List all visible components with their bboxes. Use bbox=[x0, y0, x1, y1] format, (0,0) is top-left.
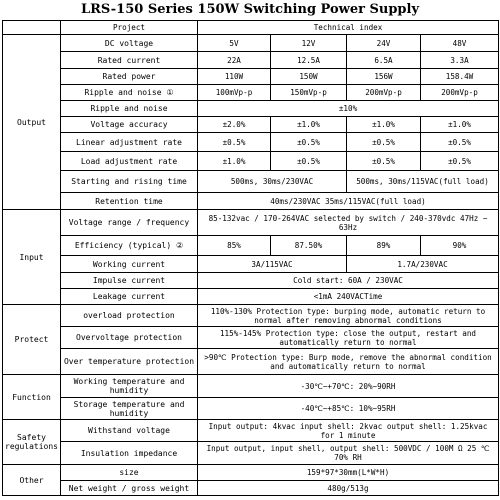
cell: 5V bbox=[198, 35, 271, 52]
cell: ±2.0% bbox=[198, 117, 271, 133]
row-label-rated-current: Rated current bbox=[61, 52, 198, 69]
row-label-withstand: Withstand voltage bbox=[61, 420, 198, 442]
cell: 200mVp-p bbox=[421, 85, 499, 101]
cell: 480g/513g bbox=[198, 481, 499, 496]
row-label-efficiency: Efficiency (typical) ② bbox=[61, 236, 198, 256]
table-row bbox=[3, 442, 499, 465]
cell: ±10% bbox=[198, 101, 499, 117]
cell: 100mVp-p bbox=[198, 85, 271, 101]
spec-table bbox=[2, 20, 499, 496]
row-label-dc-voltage: DC voltage bbox=[61, 35, 198, 52]
cell: Input output, input shell, output shell: 500VDC / 100M Ω 25 ℃ 70% RH bbox=[198, 442, 499, 465]
cell: 156W bbox=[347, 69, 421, 85]
cell: 40ms/230VAC 35ms/115VAC(full load) bbox=[198, 193, 499, 210]
cell: 3.3A bbox=[421, 52, 499, 69]
cell: 110%-130% Protection type: burping mode, automatic return to normal after removing abnormal conditions bbox=[198, 305, 499, 327]
row-label-working-temp: Working temperature and humidity bbox=[61, 375, 198, 398]
cell: Cold start: 60A / 230VAC bbox=[198, 273, 499, 289]
cell: ±1.0% bbox=[347, 117, 421, 133]
table-row bbox=[3, 398, 499, 420]
cell: 115%-145% Protection type: close the output, restart and automatically return to normal bbox=[198, 327, 499, 349]
cell: -40℃~+85℃: 10%~95RH bbox=[198, 398, 499, 420]
table-row bbox=[3, 171, 499, 193]
cell: 200mVp-p bbox=[347, 85, 421, 101]
table-row bbox=[3, 52, 499, 69]
table-row bbox=[3, 375, 499, 398]
cell: 500ms, 30ms/230VAC bbox=[198, 171, 347, 193]
header-row bbox=[3, 21, 499, 35]
cell: 22A bbox=[198, 52, 271, 69]
cell: >90℃ Protection type: Burp mode, remove the abnormal condition and automatically return to normal bbox=[198, 349, 499, 375]
table-row bbox=[3, 420, 499, 442]
cell: 110W bbox=[198, 69, 271, 85]
table-row bbox=[3, 101, 499, 117]
table-row bbox=[3, 305, 499, 327]
table-row bbox=[3, 273, 499, 289]
cell: 500ms, 30ms/115VAC(full load) bbox=[347, 171, 499, 193]
cell: ±0.5% bbox=[347, 152, 421, 171]
table-row bbox=[3, 481, 499, 496]
row-label-starting-rising: Starting and rising time bbox=[61, 171, 198, 193]
row-label-working-current: Working current bbox=[61, 256, 198, 273]
cell: 85-132vac / 170-264VAC selected by switch / 240-370vdc 47Hz ~ 63Hz bbox=[198, 210, 499, 236]
row-label-load-adjustment: Load adjustment rate bbox=[61, 152, 198, 171]
row-label-impulse-current: Impulse current bbox=[61, 273, 198, 289]
cell: 150W bbox=[271, 69, 347, 85]
table-row bbox=[3, 193, 499, 210]
cell: 159*97*30mm(L*W*H) bbox=[198, 465, 499, 481]
row-label-ripple-noise-2: Ripple and noise bbox=[61, 101, 198, 117]
cell: ±0.5% bbox=[347, 133, 421, 152]
table-row bbox=[3, 327, 499, 349]
cell: 150mVp-p bbox=[271, 85, 347, 101]
row-label-voltage-accuracy: Voltage accuracy bbox=[61, 117, 198, 133]
group-protect: Protect bbox=[3, 305, 61, 375]
table-row bbox=[3, 349, 499, 375]
row-label-rated-power: Rated power bbox=[61, 69, 198, 85]
cell: -30℃~+70℃: 20%~90RH bbox=[198, 375, 499, 398]
cell: 1.7A/230VAC bbox=[347, 256, 499, 273]
cell: 24V bbox=[347, 35, 421, 52]
table-row bbox=[3, 256, 499, 273]
group-output: Output bbox=[3, 35, 61, 210]
row-label-retention-time: Retention time bbox=[61, 193, 198, 210]
row-label-storage-temp: Storage temperature and humidity bbox=[61, 398, 198, 420]
row-label-size: size bbox=[61, 465, 198, 481]
row-label-weight: Net weight / gross weight bbox=[61, 481, 198, 496]
row-label-leakage-current: Leakage current bbox=[61, 289, 198, 305]
table-row bbox=[3, 117, 499, 133]
cell: ±0.5% bbox=[198, 133, 271, 152]
row-label-linear-adjustment: Linear adjustment rate bbox=[61, 133, 198, 152]
cell: ±0.5% bbox=[271, 133, 347, 152]
table-row bbox=[3, 69, 499, 85]
table-row bbox=[3, 289, 499, 305]
cell: Input output: 4kvac input shell: 2kvac output shell: 1.25kvac for 1 minute bbox=[198, 420, 499, 442]
group-safety: Safety regulations bbox=[3, 420, 61, 465]
table-row bbox=[3, 133, 499, 152]
cell: ±1.0% bbox=[421, 117, 499, 133]
cell: 3A/115VAC bbox=[198, 256, 347, 273]
table-row bbox=[3, 85, 499, 101]
group-input: Input bbox=[3, 210, 61, 305]
table-row bbox=[3, 236, 499, 256]
row-label-insulation: Insulation impedance bbox=[61, 442, 198, 465]
cell: 89% bbox=[347, 236, 421, 256]
cell: ±1.0% bbox=[271, 117, 347, 133]
cell: 85% bbox=[198, 236, 271, 256]
page-title: LRS-150 Series 150W Switching Power Supply bbox=[80, 2, 420, 17]
row-label-voltage-range: Voltage range / frequency bbox=[61, 210, 198, 236]
cell: ±0.5% bbox=[271, 152, 347, 171]
cell: 90% bbox=[421, 236, 499, 256]
cell: 87.50% bbox=[271, 236, 347, 256]
header-technical-index: Technical index bbox=[198, 21, 499, 35]
cell: 6.5A bbox=[347, 52, 421, 69]
cell: 12.5A bbox=[271, 52, 347, 69]
table-row bbox=[3, 35, 499, 52]
cell: 158.4W bbox=[421, 69, 499, 85]
cell: ±0.5% bbox=[421, 133, 499, 152]
cell: 48V bbox=[421, 35, 499, 52]
row-label-over-temperature: Over temperature protection bbox=[61, 349, 198, 375]
cell: ±0.5% bbox=[421, 152, 499, 171]
table-row bbox=[3, 465, 499, 481]
cell: 12V bbox=[271, 35, 347, 52]
row-label-ripple-noise-1: Ripple and noise ① bbox=[61, 85, 198, 101]
table-row bbox=[3, 210, 499, 236]
header-spacer bbox=[3, 21, 61, 35]
row-label-overvoltage: Overvoltage protection bbox=[61, 327, 198, 349]
row-label-overload: overload protection bbox=[61, 305, 198, 327]
group-other: Other bbox=[3, 465, 61, 496]
header-project: Project bbox=[61, 21, 198, 35]
group-function: Function bbox=[3, 375, 61, 420]
cell: <1mA 240VACTime bbox=[198, 289, 499, 305]
table-row bbox=[3, 152, 499, 171]
cell: ±1.0% bbox=[198, 152, 271, 171]
